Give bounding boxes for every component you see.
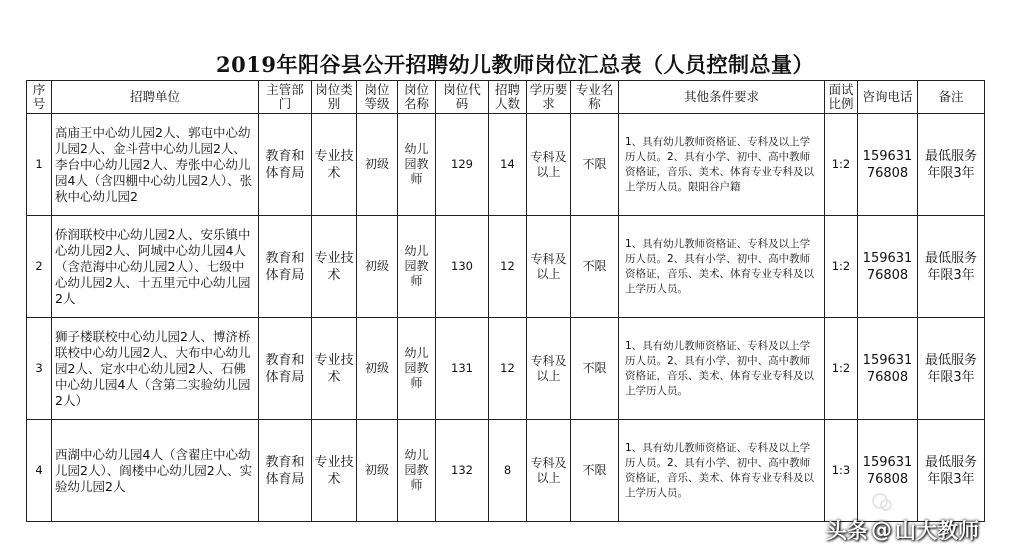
cell-code: 130 <box>436 216 489 318</box>
header-level: 岗位等级 <box>357 81 398 114</box>
cell-note: 最低服务年限3年 <box>918 216 985 318</box>
cell-other: 1、具有幼儿教师资格证、专科及以上学历人员。2、具有小学、初中、高中教师资格证，音乐、美术、体育专业专科及以上学历人员。 <box>619 318 825 420</box>
table-row <box>27 420 985 522</box>
cell-category: 专业技术 <box>312 318 357 420</box>
cell-count: 12 <box>489 318 527 420</box>
cell-code: 132 <box>436 420 489 522</box>
header-category: 岗位类别 <box>312 81 357 114</box>
header-phone: 咨询电话 <box>858 81 918 114</box>
source-watermark <box>826 512 979 548</box>
header-count: 招聘人数 <box>489 81 527 114</box>
cell-category: 专业技术 <box>312 114 357 216</box>
cell-edu: 专科及以上 <box>527 420 571 522</box>
header-name: 岗位名称 <box>398 81 436 114</box>
cell-name: 幼儿园教师 <box>398 318 436 420</box>
cell-ratio: 1:2 <box>825 114 858 216</box>
header-unit: 招聘单位 <box>52 81 259 114</box>
header-dept: 主管部门 <box>259 81 312 114</box>
cell-phone: 15963176808 <box>858 114 918 216</box>
cell-phone: 15963176808 <box>858 318 918 420</box>
header-edu: 学历要求 <box>527 81 571 114</box>
cell-edu: 专科及以上 <box>527 114 571 216</box>
cell-unit: 狮子楼联校中心幼儿园2人、博济桥联校中心幼儿园2人、大布中心幼儿园2人、定水中心幼儿园2人、石佛中心幼儿园4人（含第二实验幼儿园2人） <box>52 318 259 420</box>
cell-seq: 4 <box>27 420 52 522</box>
cell-phone: 15963176808 <box>858 420 918 522</box>
cell-major: 不限 <box>571 216 619 318</box>
cell-note: 最低服务年限3年 <box>918 318 985 420</box>
cell-count: 8 <box>489 420 527 522</box>
cell-name: 幼儿园教师 <box>398 114 436 216</box>
cell-major: 不限 <box>571 318 619 420</box>
cell-level: 初级 <box>357 420 398 522</box>
header-major: 专业名称 <box>571 81 619 114</box>
cell-unit: 侨润联校中心幼儿园2人、安乐镇中心幼儿园2人、阿城中心幼儿园4人（含范海中心幼儿园2人）、七级中心幼儿园2人、十五里元中心幼儿园2人 <box>52 216 259 318</box>
cell-category: 专业技术 <box>312 420 357 522</box>
cell-unit: 西湖中心幼儿园4人（含翟庄中心幼儿园2人）、阎楼中心幼儿园2人、实验幼儿园2人 <box>52 420 259 522</box>
cell-phone: 15963176808 <box>858 216 918 318</box>
header-row <box>27 81 985 114</box>
cell-major: 不限 <box>571 114 619 216</box>
header-note: 备注 <box>918 81 985 114</box>
cell-dept: 教育和体育局 <box>259 420 312 522</box>
header-code: 岗位代码 <box>436 81 489 114</box>
cell-dept: 教育和体育局 <box>259 318 312 420</box>
cell-major: 不限 <box>571 420 619 522</box>
cell-ratio: 1:2 <box>825 216 858 318</box>
header-other: 其他条件要求 <box>619 81 825 114</box>
cell-name: 幼儿园教师 <box>398 420 436 522</box>
table-row <box>27 114 985 216</box>
cell-code: 129 <box>436 114 489 216</box>
header-ratio: 面试比例 <box>825 81 858 114</box>
cell-dept: 教育和体育局 <box>259 216 312 318</box>
cell-unit: 高庙王中心幼儿园2人、郭屯中心幼儿园2人、金斗营中心幼儿园2人、李台中心幼儿园2人、寿张中心幼儿园4人（含四棚中心幼儿园2人）、张秋中心幼儿园2 <box>52 114 259 216</box>
watermark-platform: 头条 <box>826 519 868 543</box>
header-seq: 序号 <box>27 81 52 114</box>
cell-name: 幼儿园教师 <box>398 216 436 318</box>
table-row <box>27 216 985 318</box>
cell-level: 初级 <box>357 114 398 216</box>
cell-ratio: 1:3 <box>825 420 858 522</box>
cell-other: 1、具有幼儿教师资格证、专科及以上学历人员。2、具有小学、初中、高中教师资格证，音乐、美术、体育专业专科及以上学历人员。 <box>619 216 825 318</box>
cell-edu: 专科及以上 <box>527 216 571 318</box>
cell-level: 初级 <box>357 216 398 318</box>
cell-seq: 3 <box>27 318 52 420</box>
cell-count: 14 <box>489 114 527 216</box>
watermark-separator: @ <box>871 518 892 542</box>
cell-category: 专业技术 <box>312 216 357 318</box>
cell-seq: 2 <box>27 216 52 318</box>
watermark-account: 山大教师 <box>895 519 979 543</box>
cell-code: 131 <box>436 318 489 420</box>
cell-dept: 教育和体育局 <box>259 114 312 216</box>
cell-edu: 专科及以上 <box>527 318 571 420</box>
table-row <box>27 318 985 420</box>
page-title: 2019年阳谷县公开招聘幼儿教师岗位汇总表（人员控制总量） <box>216 52 814 77</box>
cell-note: 最低服务年限3年 <box>918 114 985 216</box>
cell-level: 初级 <box>357 318 398 420</box>
cell-note: 最低服务年限3年 <box>918 420 985 522</box>
cell-other: 1、具有幼儿教师资格证、专科及以上学历人员。2、具有小学、初中、高中教师资格证，音乐、美术、体育专业专科及以上学历人员。 <box>619 420 825 522</box>
recruitment-table <box>26 80 985 522</box>
cell-other: 1、具有幼儿教师资格证、专科及以上学历人员。2、具有小学、初中、高中教师资格证，音乐、美术、体育专业专科及以上学历人员。限阳谷户籍 <box>619 114 825 216</box>
cell-ratio: 1:2 <box>825 318 858 420</box>
cell-seq: 1 <box>27 114 52 216</box>
cell-count: 12 <box>489 216 527 318</box>
